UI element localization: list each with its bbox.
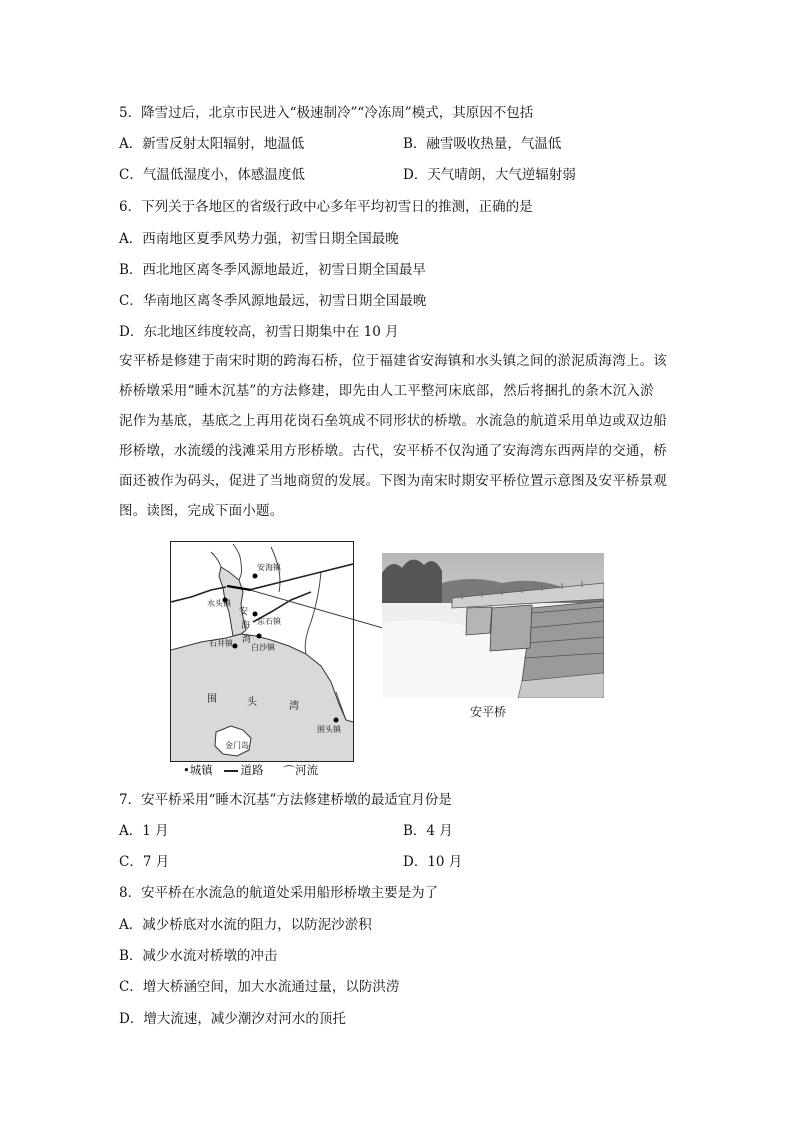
label-jinmen: 金门岛 xyxy=(225,741,249,750)
q6-option-c: C．华南地区离冬季风源地最远，初雪日期全国最晚 xyxy=(119,293,427,309)
label-weitou: 围头镇 xyxy=(317,725,341,734)
q5-option-d: D．天气晴朗，大气逆辐射弱 xyxy=(403,167,576,183)
label-wan2: 湾 xyxy=(289,701,299,712)
label-anhai: 安海镇 xyxy=(257,563,281,572)
q7-option-d: D．10 月 xyxy=(403,854,463,870)
q5-option-b: B．融雪吸收热量，气温低 xyxy=(403,136,562,152)
legend-road xyxy=(224,763,271,777)
legend-river xyxy=(283,763,326,777)
q8-option-b: B．减少水流对桥墩的冲击 xyxy=(119,948,278,964)
q8-stem: 8．安平桥在水流急的航道处采用船形桥墩主要是为了 xyxy=(119,885,439,901)
bridge-photo xyxy=(382,553,604,698)
label-baisha: 白沙镇 xyxy=(251,643,275,652)
q8-option-d: D．增大流速，减少潮汐对河水的顶托 xyxy=(119,1011,346,1027)
label-wan: 湾 xyxy=(242,635,252,645)
q7-stem: 7．安平桥采用“睡木沉基”方法修建桥墩的最适宜月份是 xyxy=(119,792,452,808)
q6-option-a: A．西南地区夏季风势力强，初雪日期全国最晚 xyxy=(119,231,399,247)
q5-option-c: C．气温低湿度小，体感温度低 xyxy=(119,167,305,183)
label-shijing: 石井镇 xyxy=(209,639,233,648)
label-hai: 海 xyxy=(241,621,251,631)
road-symbol xyxy=(224,770,238,772)
photo-caption: 安平桥 xyxy=(470,705,507,719)
label-shuitou: 水头镇 xyxy=(207,599,231,608)
passage-line: 安平桥是修建于南宋时期的跨海石桥，位于福建省安海镇和水头镇之间的淤泥质海湾上。该 xyxy=(119,353,667,369)
legend-road-label: 道路 xyxy=(240,763,264,777)
passage-line: 桥桥墩采用“睡木沉基”的方法修建，即先由人工平整河床底部，然后将捆扎的条木沉入淤 xyxy=(119,383,654,399)
q7-option-c: C．7 月 xyxy=(119,854,170,870)
label-wei: 围 xyxy=(207,694,217,705)
q8-option-c: C．增大桥涵空间，加大水流通过量，以防洪涝 xyxy=(119,979,400,995)
q8-option-a: A．减少桥底对水流的阻力，以防泥沙淤积 xyxy=(119,917,372,933)
q6-stem: 6．下列关于各地区的省级行政中心多年平均初雪日的推测，正确的是 xyxy=(119,199,533,215)
q6-option-d: D．东北地区纬度较高，初雪日期集中在 10 月 xyxy=(119,324,399,340)
legend-river-label: 河流 xyxy=(295,763,319,777)
passage-line: 面还被作为码头，促进了当地商贸的发展。下图为南宋时期安平桥位置示意图及安平桥景观 xyxy=(119,473,667,489)
label-tou: 头 xyxy=(247,697,257,708)
q5-option-a: A．新雪反射太阳辐射，地温低 xyxy=(119,136,305,152)
legend-town: •城镇 xyxy=(183,763,213,777)
river-symbol: ⌒ xyxy=(283,764,295,778)
passage-line: 图。读图，完成下面小题。 xyxy=(119,503,284,519)
q5-stem: 5．降雪过后，北京市民进入“极速制冷”“冷冻周”模式，其原因不包括 xyxy=(119,105,534,121)
bridge-photo-svg xyxy=(382,553,604,698)
q7-option-b: B．4 月 xyxy=(403,823,453,839)
label-an: 安 xyxy=(239,607,249,617)
passage-line: 形桥墩，水流缓的浅滩采用方形桥墩。古代，安平桥不仅沟通了安海湾东西两岸的交通，桥 xyxy=(119,443,667,459)
label-dongshi: 东石镇 xyxy=(257,617,281,626)
q7-option-a: A．1 月 xyxy=(119,823,169,839)
map-legend xyxy=(183,762,334,779)
passage-line: 泥作为基底，基底之上再用花岗石垒筑成不同形状的桥墩。水流急的航道采用单边或双边船 xyxy=(119,413,667,429)
q6-option-b: B．西北地区离冬季风源地最近，初雪日期全国最早 xyxy=(119,262,426,278)
